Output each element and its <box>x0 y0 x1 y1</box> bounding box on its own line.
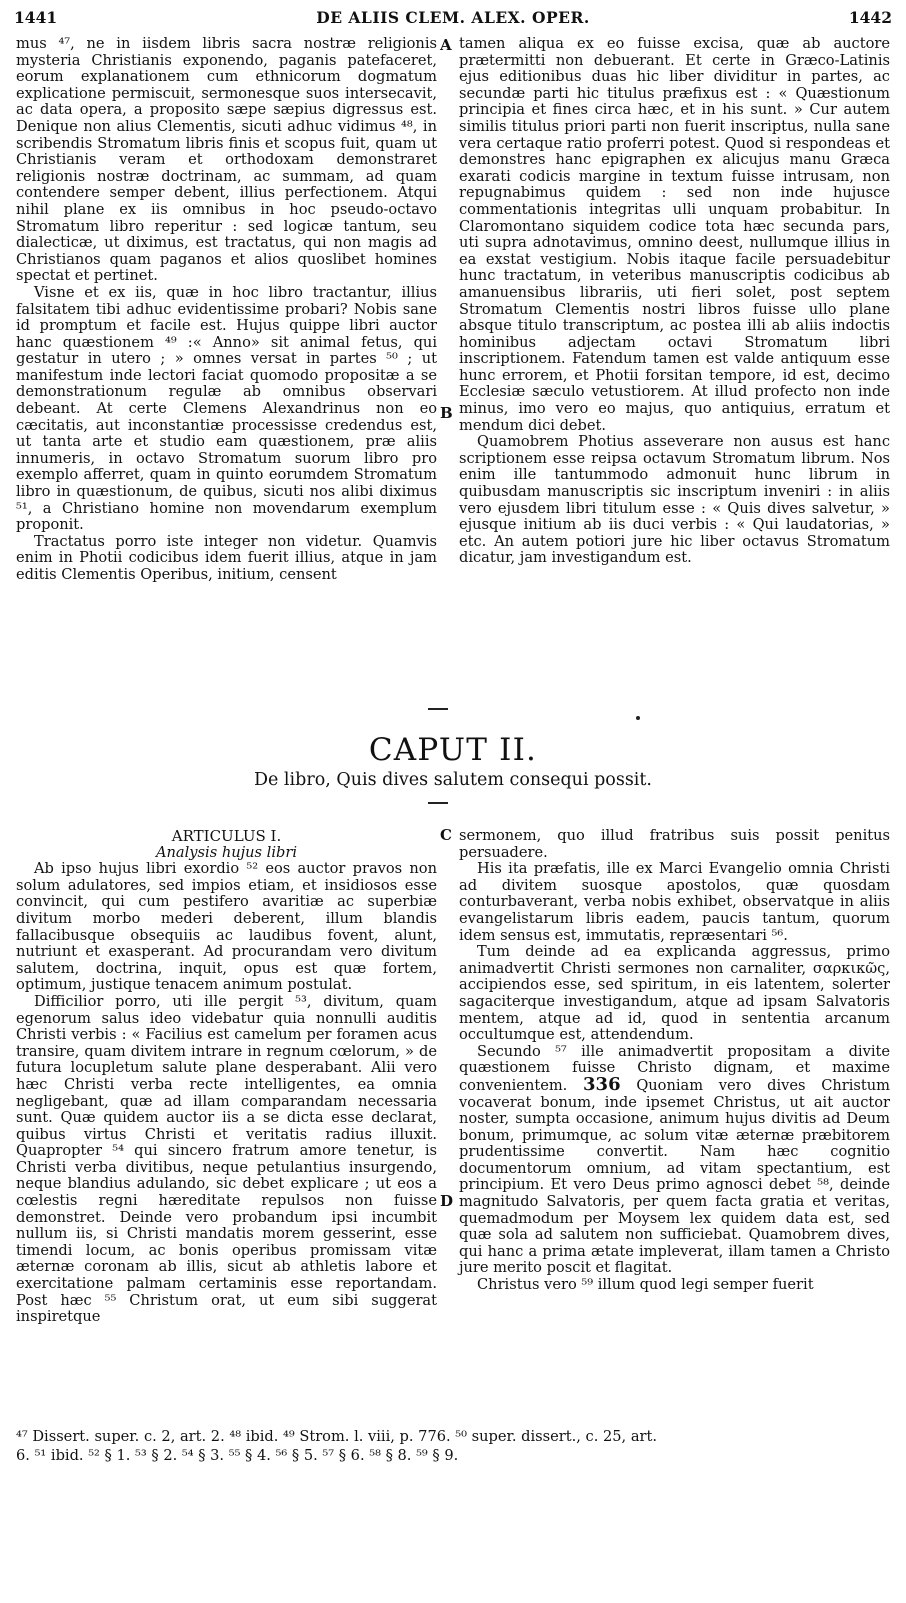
running-title: DE ALIIS CLEM. ALEX. OPER. <box>316 8 590 27</box>
paragraph: Difficilior porro, uti ille pergit ⁵³, divitum, quam egenorum salus ideo videbatur quia nonnulli auditis Christi verbis : « Facilius est camelum per foramen acus transire, quam divitem intrare in regnum cœlorum, » de futura locupletum salute plane desperabant. Alii vero hæc Christi verba recte intelligentes, ea omnia negligebant, quæ ad illam comparandam necessaria sunt. Quæ quidem auctor iis a se dicta esse declarat, quibus virtus Christi et veritatis radius illuxit. Quapropter ⁵⁴ qui sincero fratrum amore tenetur, is Christi verba divitibus, neque petulantius insurgendo, neque blandius adulando, sic debet explicare ; ut eos a cœlestis regni hæreditate repulsos non fuisse demonstret. Deinde vero probandum ipsi incumbit nullum iis, si Christi mandatis morem gesserint, esse timendi locum, ac bonis operibus promissam vitæ æternæ coronam ab illis, sicut ab athletis labore et exercitatione palmam certaminis esse reportandam. Post hæc ⁵⁵ Christum orat, ut eum sibi suggerat inspiretque <box>16 992 437 1326</box>
left-page-number: 1441 <box>14 8 58 27</box>
bottom-left-column <box>16 828 437 1398</box>
chapter-divider <box>428 802 448 804</box>
paragraph: Visne et ex iis, quæ in hoc libro tractantur, illius falsitatem tibi adhuc evidentissime probari? Nobis sane id promptum et facile est. Hujus quippe libri auctor hanc quæstionem ⁴⁹ :« Anno» sit animal fetus, qui gestatur in utero ; » omnes versat in partes ⁵⁰ ; ut manifestum inde lectori faciat quomodo propositæ a se demonstrationum regulæ ab omnibus observari debeant. At certe Clemens Alexandrinus non eo cæcitatis, aut inconstantiæ processisse credendus est, ut tanta arte et studio eam quæstionem, præ aliis innumeris, in octavo Stromatum suorum libro pro exemplo afferret, quam in quinto eorumdem Stromatum libro in quæstionum, de quibus, sicuti nos alibi diximus ⁵¹, a Christiano homine non movendarum exemplum proponit. <box>16 283 437 534</box>
bottom-right-column <box>459 828 890 1398</box>
right-page-number: 1442 <box>848 8 892 27</box>
top-left-column <box>16 36 437 692</box>
section-divider <box>428 708 448 710</box>
paragraph-text: Quoniam vero dives Christum vocaverat bonum, inde ipsemet Christus, ut ait auctor noster, sumpta occasione, animum hujus divitis ad Deum bonum, primumque, ac solum vitæ æternæ præbitorem prudentissime convertit. Nam hæc cognitio documentorum omnium, ad vitam spectantium, est principium. Et vero Deus primo agnosci debet ⁵⁸, deinde magnitudo Salvatoris, per quem facta gratia et veritas, quemadmodum per Moysem lex quidem data est, sed quæ sola ad salutem non sufficiebat. Quamobrem dives, qui hanc a prima ætate impleverat, illam tamen a Christo jure merito poscit et flagitat. <box>459 1076 890 1277</box>
paragraph: tamen aliqua ex eo fuisse excisa, quæ ab auctore prætermitti non debuerant. Et certe in Græco-Latinis ejus editionibus duas hic liber dividitur in partes, ac secundæ parti hic titulus præfixus est : « Quæstionum principia et fines circa hæc, et in his sunt. » Cur autem similis titulus priori parti non fuerit inscriptus, nulla sane vera certaque ratio proferri potest. Quod si respondeas et demonstres hanc epigraphen ex alicujus manu Græca exarati codicis margine in textum fuisse intrusam, non repugnabimus quidem : sed non inde hujusce commentationis integritas ulli unquam probabitur. In Claromontano siquidem codice tota hæc secunda pars, uti supra adnotavimus, omnino deest, nullumque illius in ea exstat vestigium. Nobis itaque facile persuadebitur hunc tractatum, in veteribus manuscriptis codicibus ab amanuensibus librariis, uti fieri solet, post septem Stromatum Clementis nostri libros fuisse ullo plane absque titulo transcriptum, ac postea illi ab aliis indoctis hominibus adjectam octavi Stromatum libri inscriptionem. Fatendum tamen est valde antiquum esse hunc errorem, et Photii forsitan tempore, id est, decimo Ecclesiæ sæculo vetustiorem. At illud profecto non inde minus, imo vero eo majus, quo antiquius, erratum et mendum dici debet. <box>459 35 890 434</box>
paragraph: sermonem, quo illud fratribus suis possit penitus persuadere. <box>459 827 890 861</box>
chapter-subtitle: De libro, Quis dives salutem consequi possit. <box>253 770 652 790</box>
paragraph <box>459 1044 890 1277</box>
margin-letter-a: A <box>440 36 452 54</box>
paragraph-text: Secundo ⁵⁷ ille animadvertit propositam a divite quæstionem fuisse Christo dignam, et maxime convenientem. <box>459 1042 890 1094</box>
footnotes <box>16 1427 890 1465</box>
paragraph: Ab ipso hujus libri exordio ⁵² eos auctor pravos non solum adulatores, sed impios etiam, et insidiosos esse convincit, qui cum pestifero avaritiæ ac superbiæ divitum morbo mederi deberent, illum blandis fallacibusque obsequiis ac laudibus fovent, alunt, nutriunt et exasperant. Ad procurandam vero divitum salutem, doctrina, inquit, opus est quæ fortem, optimum, justique tenacem animum postulat. <box>16 860 437 994</box>
article-heading: ARTICULUS I. <box>171 827 282 845</box>
paragraph: Tum deinde ad ea explicanda aggressus, primo animadvertit Christi sermones non carnaliter, σαρκικῶς, accipiendos esse, sed spiritum, in eis latentem, solerter sagaciterque investigandum, atque ad ipsam Salvatoris mentem, atque ad id, quod in sententia arcanum occultumque est, attendendum. <box>459 943 890 1044</box>
article-subheading: Analysis hujus libri <box>155 843 297 861</box>
paragraph: Tractatus porro iste integer non videtur. Quamvis enim in Photii codicibus idem fuerit illius, atque in jam editis Clementis Operibus, initium, censent <box>16 532 437 583</box>
paragraph: Quamobrem Photius asseverare non ausus est hanc scriptionem esse reipsa octavum Stromatum librum. Nos enim ille tantummodo admonuit hunc librum in quibusdam manuscriptis sic inscriptum inveniri : in aliis vero ejusdem libri titulum esse : « Quis dives salvetur, » ejusque initium ab iis duci verbis : « Qui laudatorias, » etc. An autem potiori jure hic liber octavus Stromatum dicatur, jam investigandum est. <box>459 433 890 567</box>
paragraph: Christus vero ⁵⁹ illum quod legi semper fuerit <box>477 1276 814 1294</box>
footnote-line: ⁴⁷ Dissert. super. c. 2, art. 2. ⁴⁸ ibid. ⁴⁹ Strom. l. viii, p. 776. ⁵⁰ super. dissert., c. 25, art. <box>16 1428 658 1445</box>
paragraph: His ita præfatis, ille ex Marci Evangelio omnia Christi ad divitem suosque apostolos, quæ quosdam conturbaverant, verba nobis exhibet, observatque in aliis evangelistarum libris eadem, paucis tantum, quorum idem sensus est, immutatis, repræsentari ⁵⁶. <box>459 860 890 944</box>
column-number-marker: 336 <box>583 1073 621 1095</box>
margin-letter-c: C <box>440 826 452 844</box>
margin-letter-d: D <box>440 1192 454 1210</box>
top-right-column <box>459 36 890 692</box>
printer-dot <box>636 716 640 720</box>
paragraph: mus ⁴⁷, ne in iisdem libris sacra nostræ religionis mysteria Christianis exponendo, paganis patefaceret, eorum explanationem cum ethnicorum dogmatum explicatione permiscuit, sermonesque suos intersecavit, ac data opera, a proposito sæpe sæpius digressus est. Denique non alius Clementis, sicuti adhuc vidimus ⁴⁸, in scribendis Stromatum libris finis et scopus fuit, quam ut Christianis veram et orthodoxam demonstraret religionis nostræ doctrinam, ac summam, ad quam contendere semper debent, illius perfectionem. Atqui nihil plane ex iis omnibus in hoc pseudo-octavo Stromatum libro reperitur : sed logicæ tantum, seu dialecticæ, ut diximus, est tractatus, qui non magis ad Christianos quam paganos et alios quoslibet homines spectat et pertinet. <box>16 35 437 285</box>
footnote-line: 6. ⁵¹ ibid. ⁵² § 1. ⁵³ § 2. ⁵⁴ § 3. ⁵⁵ § 4. ⁵⁶ § 5. ⁵⁷ § 6. ⁵⁸ § 8. ⁵⁹ § 9. <box>16 1447 459 1464</box>
margin-letter-b: B <box>440 404 453 422</box>
running-header <box>14 8 892 32</box>
chapter-title: CAPUT II. <box>368 732 538 768</box>
